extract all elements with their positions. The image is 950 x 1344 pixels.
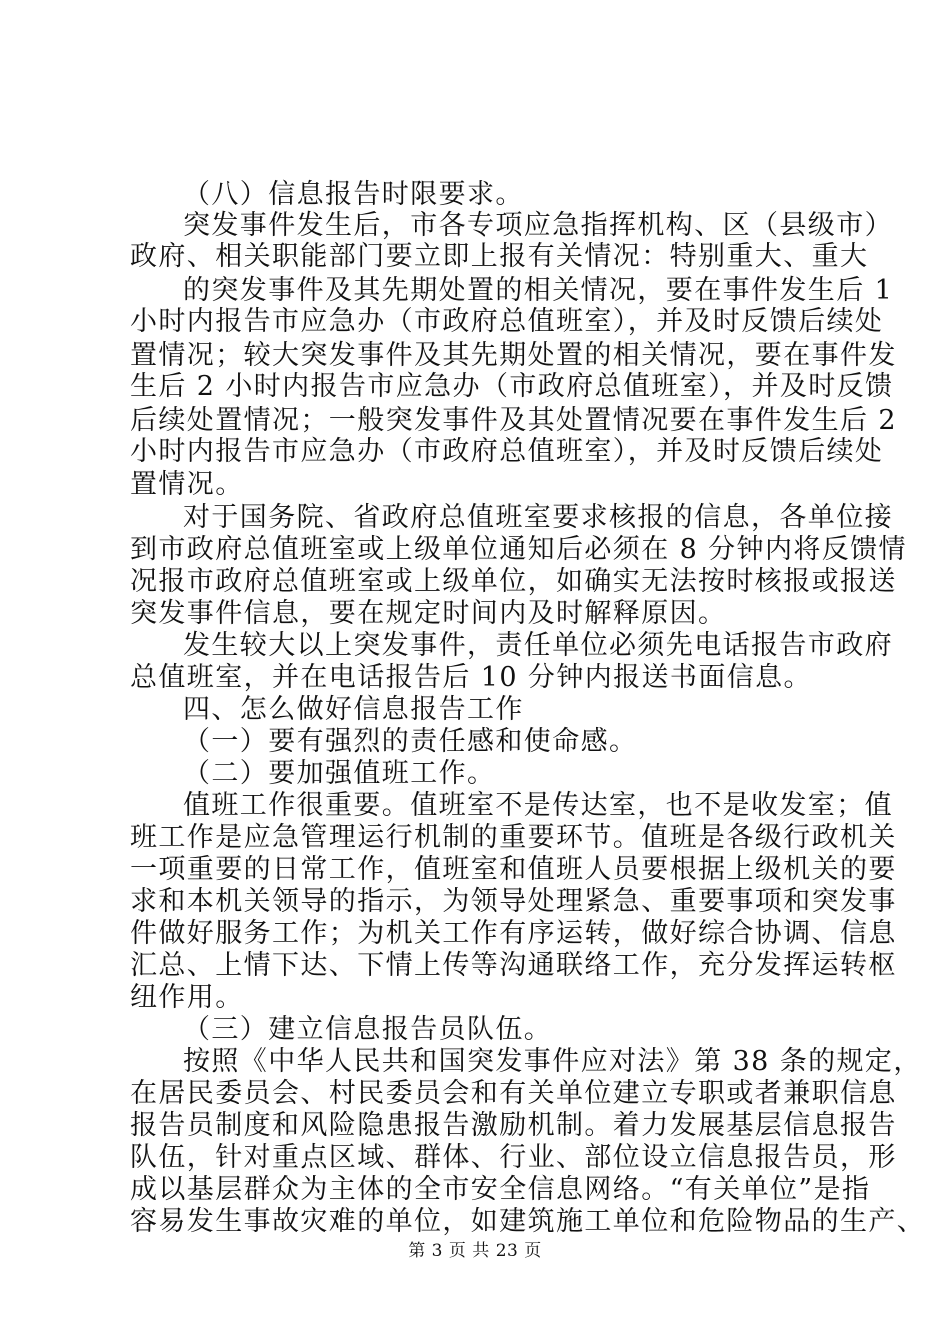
paragraph-line: 按照《中华人民共和国突发事件应对法》第 38 条的规定， xyxy=(183,1046,922,1077)
paragraph-line: 一项重要的日常工作，值班室和值班人员要根据上级机关的要 xyxy=(130,854,897,885)
section-heading: （三）建立信息报告员队伍。 xyxy=(183,1014,553,1045)
paragraph-line: 报告员制度和风险隐患报告激励机制。着力发展基层信息报告 xyxy=(130,1110,897,1141)
paragraph-line: 小时内报告市应急办（市政府总值班室），并及时反馈后续处 xyxy=(130,436,884,467)
paragraph-line: 对于国务院、省政府总值班室要求核报的信息，各单位接 xyxy=(183,502,893,533)
section-heading: 四、怎么做好信息报告工作 xyxy=(183,694,524,725)
section-heading: （八）信息报告时限要求。 xyxy=(183,179,524,210)
paragraph-line: 总值班室，并在电话报告后 10 分钟内报送书面信息。 xyxy=(130,662,812,693)
paragraph-line: 件做好服务工作；为机关工作有序运转，做好综合协调、信息 xyxy=(130,918,897,949)
page-footer: 第 3 页 共 23 页 xyxy=(408,1241,542,1261)
paragraph-line: 况报市政府总值班室或上级单位，如确实无法按时核报或报送 xyxy=(130,566,897,597)
section-heading: （二）要加强值班工作。 xyxy=(183,758,496,789)
paragraph-line: 的突发事件及其先期处置的相关情况，要在事件发生后 1 xyxy=(183,275,894,306)
section-heading: （一）要有强烈的责任感和使命感。 xyxy=(183,726,638,757)
paragraph-line: 队伍，针对重点区域、群体、行业、部位设立信息报告员，形 xyxy=(130,1142,897,1173)
paragraph-line: 政府、相关职能部门要立即上报有关情况：特别重大、重大 xyxy=(130,241,869,272)
paragraph-line: 置情况；较大突发事件及其先期处置的相关情况，要在事件发 xyxy=(130,340,897,371)
paragraph-line: 发生较大以上突发事件，责任单位必须先电话报告市政府 xyxy=(183,630,893,661)
paragraph-line: 在居民委员会、村民委员会和有关单位建立专职或者兼职信息 xyxy=(130,1078,897,1109)
paragraph-line: 值班工作很重要。值班室不是传达室，也不是收发室；值 xyxy=(183,790,893,821)
paragraph-line: 纽作用。 xyxy=(130,982,244,1013)
paragraph-line: 求和本机关领导的指示，为领导处理紧急、重要事项和突发事 xyxy=(130,886,897,917)
paragraph-line: 后续处置情况；一般突发事件及其处置情况要在事件发生后 2 xyxy=(130,405,897,436)
paragraph-line: 置情况。 xyxy=(130,469,244,500)
paragraph-line: 突发事件发生后，市各专项应急指挥机构、区（县级市） xyxy=(183,210,893,241)
paragraph-line: 小时内报告市应急办（市政府总值班室），并及时反馈后续处 xyxy=(130,306,884,337)
paragraph-line: 班工作是应急管理运行机制的重要环节。值班是各级行政机关 xyxy=(130,822,897,853)
paragraph-line: 生后 2 小时内报告市应急办（市政府总值班室），并及时反馈 xyxy=(130,371,894,402)
paragraph-line: 成以基层群众为主体的全市安全信息网络。“有关单位”是指 xyxy=(130,1174,871,1205)
paragraph-line: 汇总、上情下达、下情上传等沟通联络工作，充分发挥运转枢 xyxy=(130,950,897,981)
paragraph-line: 容易发生事故灾难的单位，如建筑施工单位和危险物品的生产、 xyxy=(130,1206,926,1237)
paragraph-line: 到市政府总值班室或上级单位通知后必须在 8 分钟内将反馈情 xyxy=(130,534,907,565)
paragraph-line: 突发事件信息，要在规定时间内及时解释原因。 xyxy=(130,598,727,629)
